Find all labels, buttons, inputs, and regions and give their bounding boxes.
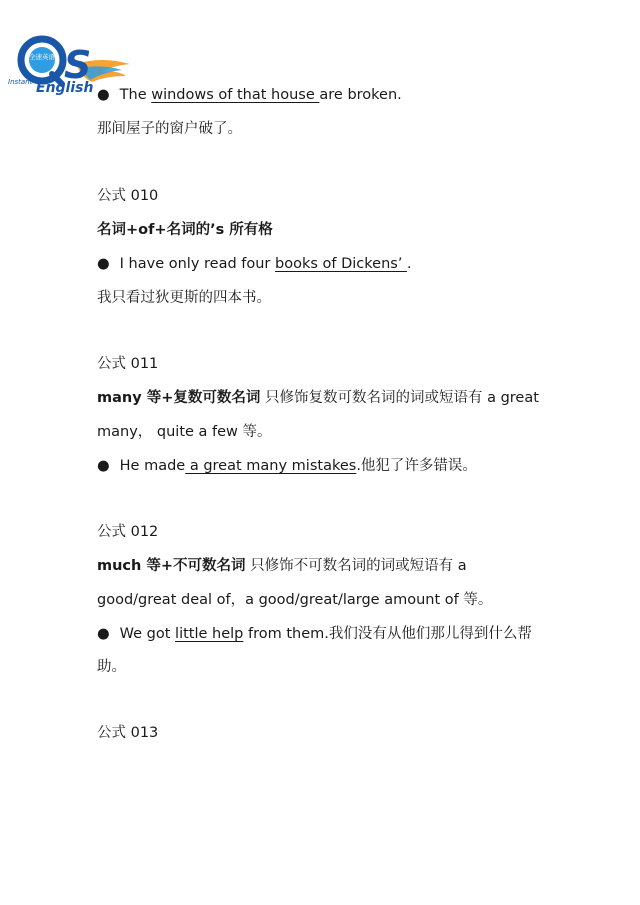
formula-label-010: 公式 010: [97, 188, 159, 204]
formula-desc-012-cont: good/great deal of，a good/great/large amount of 等。: [97, 592, 493, 608]
translation-windows: 那间屋子的窗户破了。: [97, 121, 242, 137]
bullet: ●: [97, 87, 110, 103]
bullet: ●: [97, 256, 110, 272]
formula-desc-012: much 等+不可数名词 只修饰不可数名词的词或短语有 a: [97, 558, 467, 574]
example-sentence-windows: ● The windows of that house are broken.: [97, 87, 402, 103]
formula-label-013: 公式 013: [97, 725, 159, 741]
example-sentence-mistakes: ● He made a great many mistakes.他犯了许多错误。: [97, 458, 477, 474]
bullet: ●: [97, 626, 110, 642]
formula-title-011: many 等+复数可数名词: [97, 390, 261, 406]
translation-dickens: 我只看过狄更斯的四本书。: [97, 290, 271, 306]
logo-english: English: [36, 80, 94, 96]
formula-desc-011-cont: many， quite a few 等。: [97, 424, 272, 440]
formula-title-012: much 等+不可数名词: [97, 558, 246, 574]
underlined-phrase: little help: [175, 626, 244, 642]
underlined-phrase: books of Dickens’: [275, 256, 408, 272]
formula-title-010: 名词+of+名词的’s 所有格: [97, 222, 273, 238]
underlined-phrase: windows of that house: [151, 87, 320, 103]
formula-desc-011: many 等+复数可数名词 只修饰复数可数名词的词或短语有 a great: [97, 390, 539, 406]
example-sentence-help-cont: 助。: [97, 659, 126, 675]
logo-instant: Instant: [8, 78, 33, 86]
example-sentence-dickens: ● I have only read four books of Dickens’ .: [97, 256, 412, 272]
example-sentence-help: ● We got little help from them.我们没有从他们那儿得到什么帮: [97, 626, 532, 642]
logo-s-letter: S: [64, 43, 92, 87]
formula-label-012: 公式 012: [97, 524, 159, 540]
underlined-phrase: a great many mistakes: [185, 458, 357, 474]
bullet: ●: [97, 458, 110, 474]
formula-label-011: 公式 011: [97, 356, 159, 372]
logo-badge-text: 全速英语: [29, 53, 55, 61]
